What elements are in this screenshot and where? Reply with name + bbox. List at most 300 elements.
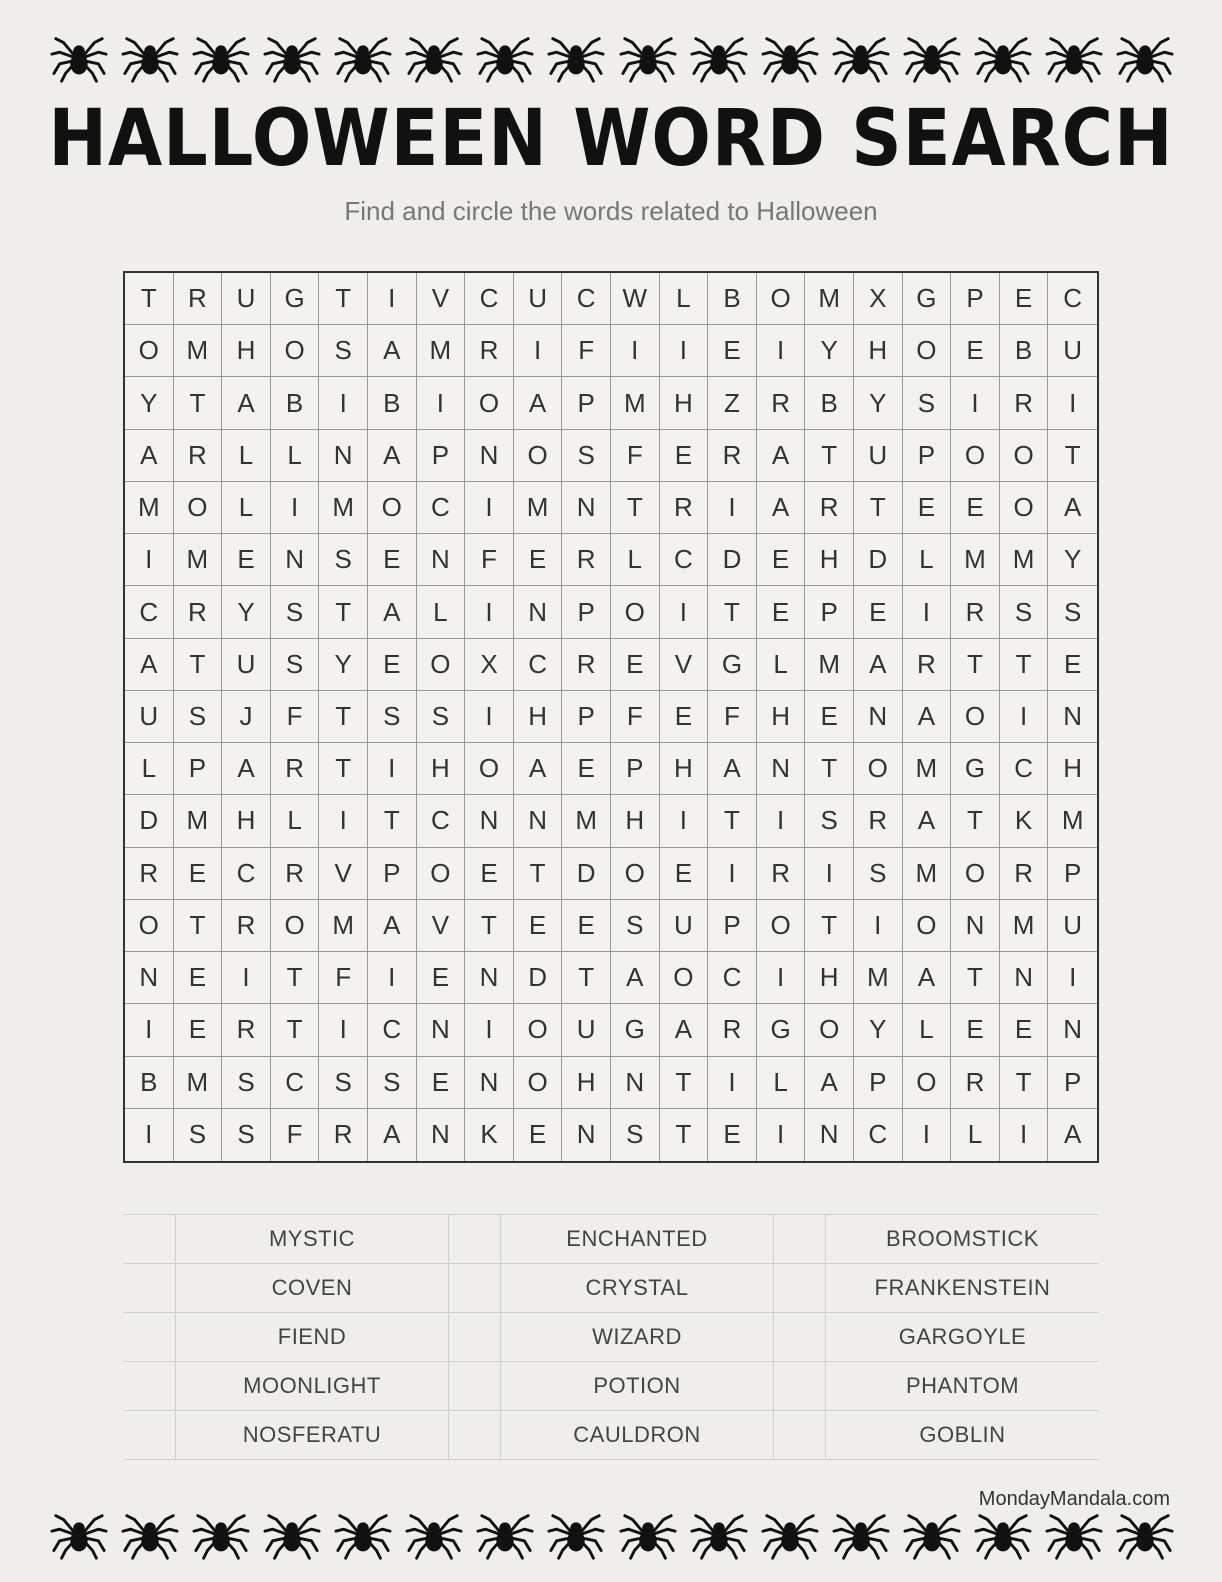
- grid-letter[interactable]: N: [271, 534, 320, 586]
- grid-letter[interactable]: F: [271, 691, 320, 743]
- grid-letter[interactable]: N: [465, 952, 514, 1004]
- grid-letter[interactable]: S: [222, 1057, 271, 1109]
- grid-letter[interactable]: Y: [222, 586, 271, 638]
- grid-letter[interactable]: I: [222, 952, 271, 1004]
- grid-letter[interactable]: S: [319, 1057, 368, 1109]
- grid-letter[interactable]: T: [951, 952, 1000, 1004]
- grid-letter[interactable]: R: [805, 482, 854, 534]
- grid-letter[interactable]: H: [757, 691, 806, 743]
- grid-letter[interactable]: E: [222, 534, 271, 586]
- grid-letter[interactable]: O: [951, 848, 1000, 900]
- grid-letter[interactable]: G: [903, 273, 952, 325]
- grid-letter[interactable]: P: [417, 430, 466, 482]
- grid-letter[interactable]: F: [562, 325, 611, 377]
- grid-letter[interactable]: H: [562, 1057, 611, 1109]
- grid-letter[interactable]: M: [174, 1057, 223, 1109]
- grid-letter[interactable]: A: [368, 1109, 417, 1161]
- grid-letter[interactable]: R: [951, 1057, 1000, 1109]
- grid-letter[interactable]: E: [757, 586, 806, 638]
- grid-letter[interactable]: M: [174, 325, 223, 377]
- checkbox-cell[interactable]: [123, 1362, 175, 1410]
- grid-letter[interactable]: I: [125, 1109, 174, 1161]
- grid-letter[interactable]: D: [514, 952, 563, 1004]
- grid-letter[interactable]: H: [222, 795, 271, 847]
- grid-letter[interactable]: L: [660, 273, 709, 325]
- grid-letter[interactable]: A: [805, 1057, 854, 1109]
- grid-letter[interactable]: Y: [805, 325, 854, 377]
- checkbox-cell[interactable]: [123, 1264, 175, 1312]
- grid-letter[interactable]: T: [174, 377, 223, 429]
- grid-letter[interactable]: O: [951, 691, 1000, 743]
- grid-letter[interactable]: O: [903, 900, 952, 952]
- grid-letter[interactable]: S: [903, 377, 952, 429]
- grid-letter[interactable]: T: [805, 900, 854, 952]
- grid-letter[interactable]: A: [514, 743, 563, 795]
- grid-letter[interactable]: K: [465, 1109, 514, 1161]
- grid-letter[interactable]: C: [417, 482, 466, 534]
- grid-letter[interactable]: E: [951, 482, 1000, 534]
- grid-letter[interactable]: O: [805, 1004, 854, 1056]
- grid-letter[interactable]: I: [660, 795, 709, 847]
- grid-letter[interactable]: X: [465, 639, 514, 691]
- grid-letter[interactable]: I: [708, 482, 757, 534]
- grid-letter[interactable]: F: [465, 534, 514, 586]
- checkbox-cell[interactable]: [773, 1215, 825, 1263]
- grid-letter[interactable]: C: [660, 534, 709, 586]
- grid-letter[interactable]: D: [125, 795, 174, 847]
- grid-letter[interactable]: E: [1000, 1004, 1049, 1056]
- checkbox-cell[interactable]: [773, 1362, 825, 1410]
- grid-letter[interactable]: P: [854, 1057, 903, 1109]
- grid-letter[interactable]: I: [465, 482, 514, 534]
- grid-letter[interactable]: S: [271, 586, 320, 638]
- grid-letter[interactable]: H: [222, 325, 271, 377]
- grid-letter[interactable]: D: [854, 534, 903, 586]
- grid-letter[interactable]: O: [514, 430, 563, 482]
- grid-letter[interactable]: R: [660, 482, 709, 534]
- grid-letter[interactable]: A: [368, 900, 417, 952]
- grid-letter[interactable]: T: [465, 900, 514, 952]
- grid-letter[interactable]: E: [951, 1004, 1000, 1056]
- grid-letter[interactable]: H: [805, 952, 854, 1004]
- grid-letter[interactable]: C: [417, 795, 466, 847]
- grid-letter[interactable]: L: [222, 430, 271, 482]
- grid-letter[interactable]: B: [805, 377, 854, 429]
- grid-letter[interactable]: T: [319, 691, 368, 743]
- grid-letter[interactable]: E: [660, 848, 709, 900]
- grid-letter[interactable]: I: [854, 900, 903, 952]
- grid-letter[interactable]: H: [805, 534, 854, 586]
- grid-letter[interactable]: C: [222, 848, 271, 900]
- grid-letter[interactable]: I: [271, 482, 320, 534]
- grid-letter[interactable]: C: [368, 1004, 417, 1056]
- grid-letter[interactable]: I: [757, 1109, 806, 1161]
- grid-letter[interactable]: R: [174, 586, 223, 638]
- grid-letter[interactable]: E: [562, 743, 611, 795]
- grid-letter[interactable]: S: [611, 900, 660, 952]
- grid-letter[interactable]: O: [417, 848, 466, 900]
- grid-letter[interactable]: S: [271, 639, 320, 691]
- grid-letter[interactable]: C: [514, 639, 563, 691]
- grid-letter[interactable]: U: [854, 430, 903, 482]
- grid-letter[interactable]: I: [903, 1109, 952, 1161]
- grid-letter[interactable]: T: [805, 743, 854, 795]
- grid-letter[interactable]: P: [951, 273, 1000, 325]
- grid-letter[interactable]: L: [271, 430, 320, 482]
- grid-letter[interactable]: I: [660, 586, 709, 638]
- grid-letter[interactable]: E: [708, 325, 757, 377]
- grid-letter[interactable]: T: [174, 639, 223, 691]
- grid-letter[interactable]: A: [368, 586, 417, 638]
- checkbox-cell[interactable]: [123, 1313, 175, 1361]
- grid-letter[interactable]: M: [951, 534, 1000, 586]
- grid-letter[interactable]: U: [562, 1004, 611, 1056]
- grid-letter[interactable]: H: [1048, 743, 1097, 795]
- grid-letter[interactable]: C: [562, 273, 611, 325]
- grid-letter[interactable]: A: [708, 743, 757, 795]
- grid-letter[interactable]: M: [903, 848, 952, 900]
- grid-letter[interactable]: K: [1000, 795, 1049, 847]
- grid-letter[interactable]: E: [174, 1004, 223, 1056]
- grid-letter[interactable]: E: [465, 848, 514, 900]
- grid-letter[interactable]: T: [319, 273, 368, 325]
- grid-letter[interactable]: A: [125, 430, 174, 482]
- grid-letter[interactable]: E: [611, 639, 660, 691]
- grid-letter[interactable]: I: [1000, 691, 1049, 743]
- grid-letter[interactable]: U: [222, 273, 271, 325]
- grid-letter[interactable]: I: [465, 1004, 514, 1056]
- grid-letter[interactable]: R: [854, 795, 903, 847]
- grid-letter[interactable]: R: [125, 848, 174, 900]
- grid-letter[interactable]: L: [757, 639, 806, 691]
- grid-letter[interactable]: G: [271, 273, 320, 325]
- grid-letter[interactable]: I: [319, 795, 368, 847]
- grid-letter[interactable]: T: [1000, 1057, 1049, 1109]
- grid-letter[interactable]: G: [757, 1004, 806, 1056]
- grid-letter[interactable]: P: [805, 586, 854, 638]
- grid-letter[interactable]: I: [951, 377, 1000, 429]
- grid-letter[interactable]: T: [1000, 639, 1049, 691]
- grid-letter[interactable]: T: [951, 639, 1000, 691]
- grid-letter[interactable]: I: [125, 1004, 174, 1056]
- grid-letter[interactable]: E: [708, 1109, 757, 1161]
- grid-letter[interactable]: O: [174, 482, 223, 534]
- grid-letter[interactable]: F: [271, 1109, 320, 1161]
- grid-letter[interactable]: T: [660, 1057, 709, 1109]
- grid-letter[interactable]: M: [125, 482, 174, 534]
- grid-letter[interactable]: S: [368, 691, 417, 743]
- grid-letter[interactable]: O: [757, 900, 806, 952]
- grid-letter[interactable]: T: [562, 952, 611, 1004]
- grid-letter[interactable]: A: [222, 743, 271, 795]
- grid-letter[interactable]: E: [1000, 273, 1049, 325]
- grid-letter[interactable]: P: [1048, 1057, 1097, 1109]
- grid-letter[interactable]: L: [757, 1057, 806, 1109]
- grid-letter[interactable]: T: [1048, 430, 1097, 482]
- grid-letter[interactable]: N: [805, 1109, 854, 1161]
- grid-letter[interactable]: G: [611, 1004, 660, 1056]
- grid-letter[interactable]: P: [368, 848, 417, 900]
- grid-letter[interactable]: D: [562, 848, 611, 900]
- grid-letter[interactable]: R: [174, 430, 223, 482]
- grid-letter[interactable]: N: [854, 691, 903, 743]
- grid-letter[interactable]: T: [611, 482, 660, 534]
- grid-letter[interactable]: M: [319, 900, 368, 952]
- grid-letter[interactable]: A: [1064, 1119, 1082, 1150]
- grid-letter[interactable]: P: [562, 691, 611, 743]
- grid-letter[interactable]: I: [319, 377, 368, 429]
- grid-letter[interactable]: S: [1048, 586, 1097, 638]
- grid-letter[interactable]: R: [319, 1109, 368, 1161]
- grid-letter[interactable]: E: [417, 1057, 466, 1109]
- grid-letter[interactable]: R: [222, 1004, 271, 1056]
- grid-letter[interactable]: N: [951, 900, 1000, 952]
- grid-letter[interactable]: O: [660, 952, 709, 1004]
- grid-letter[interactable]: O: [611, 586, 660, 638]
- grid-letter[interactable]: S: [805, 795, 854, 847]
- grid-letter[interactable]: T: [708, 795, 757, 847]
- grid-letter[interactable]: O: [514, 1004, 563, 1056]
- grid-letter[interactable]: H: [417, 743, 466, 795]
- grid-letter[interactable]: V: [660, 639, 709, 691]
- grid-letter[interactable]: Z: [708, 377, 757, 429]
- grid-letter[interactable]: F: [611, 430, 660, 482]
- grid-letter[interactable]: M: [903, 743, 952, 795]
- grid-letter[interactable]: M: [1000, 900, 1049, 952]
- grid-letter[interactable]: O: [417, 639, 466, 691]
- grid-letter[interactable]: E: [514, 534, 563, 586]
- grid-letter[interactable]: I: [465, 691, 514, 743]
- grid-letter[interactable]: C: [708, 952, 757, 1004]
- grid-letter[interactable]: F: [708, 691, 757, 743]
- grid-letter[interactable]: E: [805, 691, 854, 743]
- grid-letter[interactable]: U: [125, 691, 174, 743]
- grid-letter[interactable]: A: [514, 377, 563, 429]
- grid-letter[interactable]: L: [903, 534, 952, 586]
- grid-letter[interactable]: N: [125, 952, 174, 1004]
- grid-letter[interactable]: O: [903, 1057, 952, 1109]
- checkbox-cell[interactable]: [448, 1313, 500, 1361]
- grid-letter[interactable]: M: [319, 482, 368, 534]
- grid-letter[interactable]: R: [271, 743, 320, 795]
- grid-letter[interactable]: O: [465, 743, 514, 795]
- grid-letter[interactable]: V: [417, 900, 466, 952]
- grid-letter[interactable]: Y: [854, 1004, 903, 1056]
- grid-letter[interactable]: S: [611, 1109, 660, 1161]
- grid-letter[interactable]: I: [417, 377, 466, 429]
- grid-letter[interactable]: M: [805, 273, 854, 325]
- grid-letter[interactable]: N: [465, 795, 514, 847]
- grid-letter[interactable]: A: [903, 952, 952, 1004]
- grid-letter[interactable]: I: [1048, 377, 1097, 429]
- grid-letter[interactable]: B: [708, 273, 757, 325]
- grid-letter[interactable]: R: [562, 639, 611, 691]
- grid-letter[interactable]: N: [465, 430, 514, 482]
- grid-letter[interactable]: O: [1000, 482, 1049, 534]
- grid-letter[interactable]: O: [514, 1057, 563, 1109]
- grid-letter[interactable]: I: [903, 586, 952, 638]
- grid-letter[interactable]: P: [903, 430, 952, 482]
- grid-letter[interactable]: E: [660, 691, 709, 743]
- grid-letter[interactable]: R: [708, 430, 757, 482]
- grid-letter[interactable]: L: [903, 1004, 952, 1056]
- grid-letter[interactable]: O: [854, 743, 903, 795]
- grid-letter[interactable]: N: [465, 1057, 514, 1109]
- grid-letter[interactable]: U: [1048, 325, 1097, 377]
- grid-letter[interactable]: A: [903, 795, 952, 847]
- grid-letter[interactable]: N: [1048, 1004, 1097, 1056]
- checkbox-cell[interactable]: [123, 1411, 175, 1459]
- checkbox-cell[interactable]: [123, 1215, 175, 1263]
- grid-letter[interactable]: A: [757, 430, 806, 482]
- grid-letter[interactable]: A: [611, 952, 660, 1004]
- grid-letter[interactable]: S: [417, 691, 466, 743]
- grid-letter[interactable]: F: [611, 691, 660, 743]
- grid-letter[interactable]: E: [368, 534, 417, 586]
- grid-letter[interactable]: N: [757, 743, 806, 795]
- grid-letter[interactable]: Y: [854, 377, 903, 429]
- grid-letter[interactable]: H: [854, 325, 903, 377]
- checkbox-cell[interactable]: [448, 1362, 500, 1410]
- checkbox-cell[interactable]: [773, 1264, 825, 1312]
- grid-letter[interactable]: A: [125, 639, 174, 691]
- grid-letter[interactable]: R: [174, 273, 223, 325]
- grid-letter[interactable]: M: [562, 795, 611, 847]
- grid-letter[interactable]: O: [271, 900, 320, 952]
- grid-letter[interactable]: E: [514, 900, 563, 952]
- grid-letter[interactable]: T: [805, 430, 854, 482]
- grid-letter[interactable]: C: [1048, 273, 1097, 325]
- grid-letter[interactable]: O: [368, 482, 417, 534]
- grid-letter[interactable]: E: [562, 900, 611, 952]
- grid-letter[interactable]: L: [611, 534, 660, 586]
- grid-letter[interactable]: N: [562, 482, 611, 534]
- checkbox-cell[interactable]: [773, 1411, 825, 1459]
- grid-letter[interactable]: L: [271, 795, 320, 847]
- grid-letter[interactable]: H: [660, 743, 709, 795]
- grid-letter[interactable]: Y: [1048, 534, 1097, 586]
- grid-letter[interactable]: T: [319, 586, 368, 638]
- grid-letter[interactable]: I: [757, 795, 806, 847]
- grid-letter[interactable]: M: [417, 325, 466, 377]
- grid-letter[interactable]: T: [174, 900, 223, 952]
- grid-letter[interactable]: S: [222, 1109, 271, 1161]
- grid-letter[interactable]: S: [174, 1109, 223, 1161]
- grid-letter[interactable]: R: [1000, 848, 1049, 900]
- grid-letter[interactable]: S: [319, 325, 368, 377]
- grid-letter[interactable]: I: [660, 325, 709, 377]
- grid-letter[interactable]: E: [417, 952, 466, 1004]
- grid-letter[interactable]: N: [319, 430, 368, 482]
- grid-letter[interactable]: S: [368, 1057, 417, 1109]
- grid-letter[interactable]: M: [514, 482, 563, 534]
- grid-letter[interactable]: I: [368, 743, 417, 795]
- grid-letter[interactable]: E: [174, 952, 223, 1004]
- grid-letter[interactable]: T: [125, 273, 174, 325]
- grid-letter[interactable]: E: [854, 586, 903, 638]
- grid-letter[interactable]: E: [951, 325, 1000, 377]
- grid-letter[interactable]: N: [417, 1004, 466, 1056]
- grid-letter[interactable]: O: [271, 325, 320, 377]
- grid-letter[interactable]: E: [903, 482, 952, 534]
- grid-letter[interactable]: J: [222, 691, 271, 743]
- grid-letter[interactable]: U: [514, 273, 563, 325]
- grid-letter[interactable]: P: [611, 743, 660, 795]
- grid-letter[interactable]: R: [271, 848, 320, 900]
- grid-letter[interactable]: N: [1048, 691, 1097, 743]
- grid-letter[interactable]: B: [1000, 325, 1049, 377]
- grid-letter[interactable]: A: [854, 639, 903, 691]
- grid-letter[interactable]: T: [514, 848, 563, 900]
- grid-letter[interactable]: N: [514, 586, 563, 638]
- grid-letter[interactable]: R: [222, 900, 271, 952]
- grid-letter[interactable]: R: [903, 639, 952, 691]
- grid-letter[interactable]: R: [465, 325, 514, 377]
- grid-letter[interactable]: Y: [319, 639, 368, 691]
- grid-letter[interactable]: I: [805, 848, 854, 900]
- grid-letter[interactable]: E: [174, 848, 223, 900]
- grid-letter[interactable]: U: [222, 639, 271, 691]
- grid-letter[interactable]: M: [1000, 534, 1049, 586]
- grid-letter[interactable]: H: [660, 377, 709, 429]
- grid-letter[interactable]: O: [903, 325, 952, 377]
- grid-letter[interactable]: A: [368, 325, 417, 377]
- grid-letter[interactable]: I: [757, 325, 806, 377]
- grid-letter[interactable]: Y: [125, 377, 174, 429]
- checkbox-cell[interactable]: [448, 1264, 500, 1312]
- grid-letter[interactable]: T: [319, 743, 368, 795]
- grid-letter[interactable]: V: [319, 848, 368, 900]
- grid-letter[interactable]: L: [125, 743, 174, 795]
- grid-letter[interactable]: A: [660, 1004, 709, 1056]
- grid-letter[interactable]: M: [854, 952, 903, 1004]
- grid-letter[interactable]: G: [708, 639, 757, 691]
- grid-letter[interactable]: C: [465, 273, 514, 325]
- grid-letter[interactable]: B: [125, 1057, 174, 1109]
- grid-letter[interactable]: I: [1000, 1109, 1049, 1161]
- grid-letter[interactable]: C: [271, 1057, 320, 1109]
- grid-letter[interactable]: S: [174, 691, 223, 743]
- grid-letter[interactable]: H: [611, 795, 660, 847]
- grid-letter[interactable]: P: [1048, 848, 1097, 900]
- grid-letter[interactable]: T: [708, 586, 757, 638]
- grid-letter[interactable]: C: [125, 586, 174, 638]
- grid-letter[interactable]: M: [174, 534, 223, 586]
- grid-letter[interactable]: I: [368, 273, 417, 325]
- grid-letter[interactable]: N: [514, 795, 563, 847]
- grid-letter[interactable]: A: [903, 691, 952, 743]
- grid-letter[interactable]: P: [174, 743, 223, 795]
- grid-letter[interactable]: N: [1000, 952, 1049, 1004]
- grid-letter[interactable]: A: [222, 377, 271, 429]
- grid-letter[interactable]: O: [1000, 430, 1049, 482]
- grid-letter[interactable]: U: [1048, 900, 1097, 952]
- grid-letter[interactable]: M: [611, 377, 660, 429]
- grid-letter[interactable]: M: [805, 639, 854, 691]
- grid-letter[interactable]: T: [660, 1109, 709, 1161]
- grid-letter[interactable]: C: [854, 1109, 903, 1161]
- grid-letter[interactable]: E: [757, 534, 806, 586]
- grid-letter[interactable]: E: [368, 639, 417, 691]
- grid-letter[interactable]: W: [611, 273, 660, 325]
- grid-letter[interactable]: S: [319, 534, 368, 586]
- grid-letter[interactable]: T: [951, 795, 1000, 847]
- grid-letter[interactable]: H: [514, 691, 563, 743]
- grid-letter[interactable]: D: [708, 534, 757, 586]
- grid-letter[interactable]: O: [951, 430, 1000, 482]
- grid-letter[interactable]: A: [757, 482, 806, 534]
- grid-letter[interactable]: I: [757, 952, 806, 1004]
